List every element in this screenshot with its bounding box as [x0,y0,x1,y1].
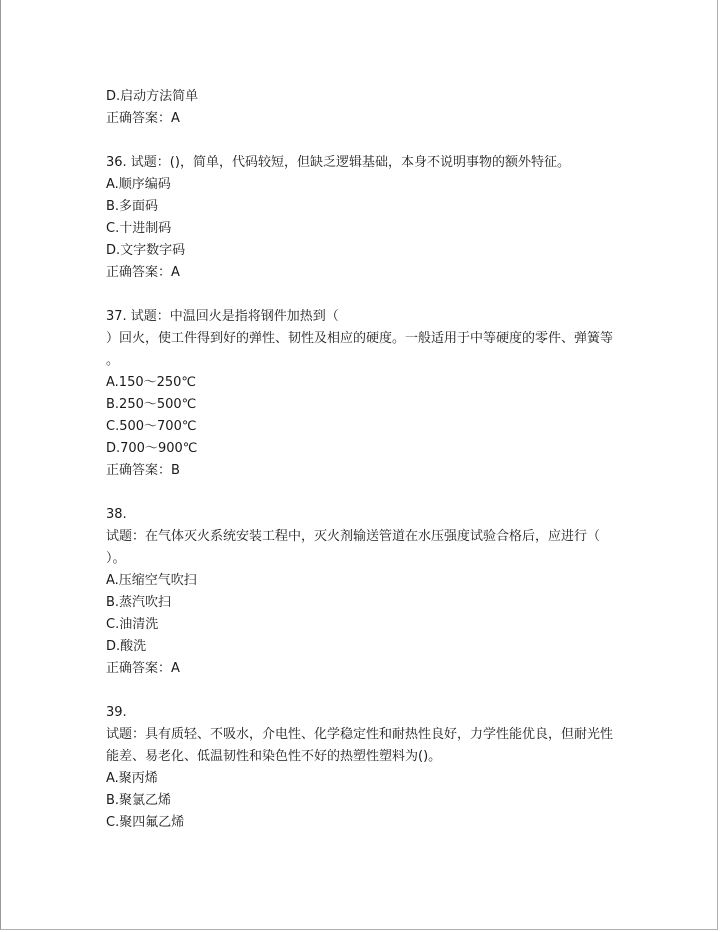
question-text: 试题：在气体灭火系统安装工程中，灭火剂输送管道在水压强度试验合格后，应进行（ [106,529,601,544]
spacer [106,482,616,504]
option-a: A.压缩空气吹扫 [106,573,197,588]
option-a: A.150～250℃ [106,375,197,390]
question-text: 试题：具有质轻、不吸水，介电性、化学稳定性和耐热性良好，力学性能优良，但耐光性 [106,727,614,742]
option-d: D.文字数字码 [106,243,186,258]
option-d: D.700～900℃ [106,441,198,456]
question-text: 37. 试题：中温回火是指将钢件加热到（ [106,309,339,324]
spacer [106,284,616,306]
option-c: C.500～700℃ [106,419,197,434]
option-d: D.启动方法简单 [106,89,199,104]
option-d: D.酸洗 [106,639,147,654]
answer-line: 正确答案：B [106,463,180,478]
question-number: 39. [106,705,127,720]
option-b: B.250～500℃ [106,397,197,412]
question-text-continued: 能差、易老化、低温韧性和染色性不好的热塑性塑料为()。 [106,749,442,764]
answer-line: 正确答案：A [106,111,180,126]
option-c: C.十进制码 [106,221,172,236]
option-a: A.聚丙烯 [106,771,158,786]
question-text: 36. 试题：()，简单，代码较短，但缺乏逻辑基础，本身不说明事物的额外特征。 [106,155,570,170]
question-36 [106,152,616,284]
question-38 [106,504,616,680]
question-text-continued: 。 [106,353,120,368]
question-text-continued: ）回火，使工件得到好的弹性、韧性及相应的硬度。一般适用于中等硬度的零件、弹簧等 [106,331,614,346]
question-35-tail [106,86,616,130]
answer-line: 正确答案：A [106,661,180,676]
option-b: B.多面码 [106,199,159,214]
spacer [106,680,616,702]
option-a: A.顺序编码 [106,177,171,192]
option-c: C.聚四氟乙烯 [106,815,185,830]
question-text-continued: ）。 [106,551,126,566]
spacer [106,130,616,152]
option-c: C.油清洗 [106,617,159,632]
question-number: 38. [106,507,127,522]
answer-line: 正确答案：A [106,265,180,280]
question-37 [106,306,616,482]
question-list [106,86,616,834]
option-b: B.聚氯乙烯 [106,793,172,808]
option-b: B.蒸汽吹扫 [106,595,172,610]
question-39 [106,702,616,834]
